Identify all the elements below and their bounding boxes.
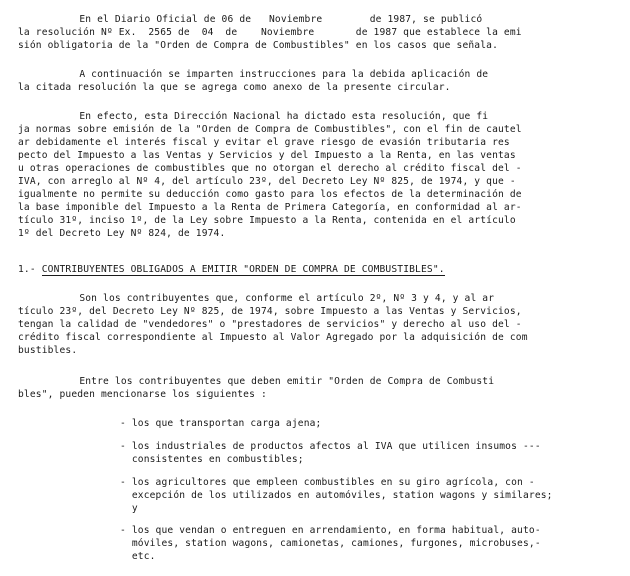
paragraph-1-line-3: sión obligatoria de la "Orden de Compra de Combustibles" en los casos que señala.	[18, 40, 498, 51]
paragraph-3-line-7: igualmente no permite su deducción como gasto para los efectos de la determinación de	[18, 189, 522, 200]
list-item: - los agricultores que empleen combustibles en su giro agrícola, con -	[120, 477, 535, 488]
section-heading-text: CONTRIBUYENTES OBLIGADOS A EMITIR "ORDEN DE COMPRA DE COMBUSTIBLES".	[41, 264, 445, 275]
paragraph-1-line-2: la resolución Nº Ex. 2565 de 04 de Noviembre de 1987 que establece la emi	[18, 27, 522, 38]
list-item-continuation: móviles, station wagons, camionetas, camiones, furgones, microbuses,-	[120, 538, 541, 549]
paragraph-4-line-4: crédito fiscal correspondiente al Impuesto al Valor Agregado por la adquisición de com	[18, 332, 528, 343]
paragraph-3-line-4: pecto del Impuesto a las Ventas y Servicios y del Impuesto a la Renta, en las ventas	[18, 150, 516, 161]
section-heading	[18, 263, 445, 276]
paragraph-3-line-3: ar debidamente el interés fiscal y evitar el grave riesgo de evasión tributaria res	[18, 137, 510, 148]
paragraph-3-line-1: En efecto, esta Dirección Nacional ha dictado esta resolución, que fi	[26, 111, 489, 122]
paragraph-3-line-6: IVA, con arreglo al Nº 4, del artículo 23º, del Decreto Ley Nº 825, de 1974, y que -	[18, 176, 516, 187]
list-item-continuation: excepción de los utilizados en automóviles, station wagons y similares;	[120, 490, 553, 501]
paragraph-3-line-8: la base imponible del Impuesto a la Renta de Primera Categoría, en conformidad al ar-	[18, 202, 522, 213]
paragraph-3-line-10: 1º del Decreto Ley Nº 824, de 1974.	[18, 228, 226, 239]
paragraph-2-line-2: la citada resolución la que se agrega como anexo de la presente circular.	[18, 82, 451, 93]
list-item: - los que vendan o entreguen en arrendamiento, en forma habitual, auto-	[120, 525, 541, 536]
paragraph-1-line-1: En el Diario Oficial de 06 de Noviembre de 1987, se publicó	[26, 14, 483, 25]
paragraph-2-line-1: A continuación se imparten instrucciones para la debida aplicación de	[26, 69, 489, 80]
paragraph-5-line-1: Entre los contribuyentes que deben emitir "Orden de Compra de Combusti	[26, 376, 495, 387]
paragraph-3-line-5: u otras operaciones de combustibles que no otorgan el derecho al crédito fiscal del -	[18, 163, 522, 174]
paragraph-4-line-5: bustibles.	[18, 345, 78, 356]
list-item: - los industriales de productos afectos al IVA que utilicen insumos ---	[120, 441, 541, 452]
paragraph-3-line-9: tículo 31º, inciso 1º, de la Ley sobre Impuesto a la Renta, contenida en el artículo	[18, 215, 516, 226]
section-number: 1.-	[18, 264, 42, 275]
paragraph-3-line-2: ja normas sobre emisión de la "Orden de Compra de Combustibles", con el fin de cautel	[18, 124, 522, 135]
list-item-continuation: etc.	[120, 551, 156, 562]
paragraph-4-line-2: tículo 23º, del Decreto Ley Nº 825, de 1974, sobre Impuesto a las Ventas y Servicios,	[18, 306, 522, 317]
list-item: - los que transportan carga ajena;	[120, 418, 322, 429]
list-item-continuation: y	[120, 503, 138, 514]
paragraph-4-line-3: tengan la calidad de "vendedores" o "prestadores de servicios" y derecho al uso del -	[18, 319, 522, 330]
paragraph-4-line-1: Son los contribuyentes que, conforme el artículo 2º, Nº 3 y 4, y al ar	[26, 293, 495, 304]
paragraph-5-line-2: bles", pueden mencionarse los siguientes :	[18, 389, 267, 400]
list-item-continuation: consistentes en combustibles;	[120, 454, 304, 465]
